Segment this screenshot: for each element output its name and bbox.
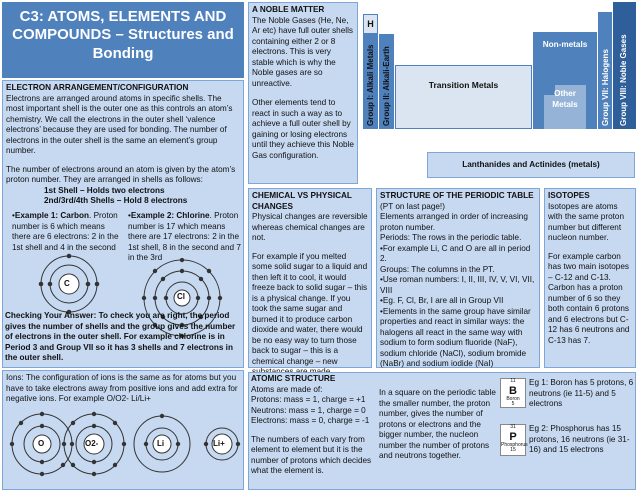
atomic-p2: The numbers of each vary from element to element but it is the number of protons which decides what the element is.	[251, 434, 372, 475]
pt-transition-metals	[395, 65, 532, 129]
example-chlorine: •Example 2: Chlorine. Proton number is 17 which means there are 17 electrons: 2 in the 1st shell, 8 in the second and 7 in the 3rd	[128, 211, 241, 262]
example-carbon-label: Example 1: Carbon	[14, 211, 90, 220]
boron-nucleon-number: 11	[510, 378, 516, 384]
ion-label-o2: O2-	[85, 439, 99, 448]
atomic-structure-col-2	[379, 388, 497, 462]
arrangement-intro: Electrons are arranged around atoms in specific shells. The most important shell is the outer one as this controls an atom’s chemistry. We call the electrons in the outer shell ‘valence electrons’ because they are used for bonding. The number of electrons in the outer shell is the same an element’s group number.	[6, 93, 233, 155]
electron-arrangement-heading: ELECTRON ARRANGEMENT/CONFIGURATION	[6, 83, 189, 92]
checking-answer-text: Checking Your Answer: To check you are right, the period gives the number of shells and the group gives the number of electrons in the outer shell. For example chlorine is in Period 3 and Group VII so it has 3 shells and 7 electrons in the outer shell.	[5, 311, 236, 362]
atomic-structure-heading: ATOMIC STRUCTURE	[251, 374, 336, 383]
arrangement-shells-intro: The number of electrons around an atom is given by the atom’s proton number. They are arranged in shells as follows:	[6, 164, 236, 184]
isotopes-heading: ISOTOPES	[548, 191, 590, 200]
phosphorus-name: Phosphorus	[501, 441, 528, 448]
pt-group-1-label: Group I: Alkali Metals	[366, 44, 375, 126]
boron-proton-number: 5	[511, 401, 515, 408]
isotopes-p1: Isotopes are atoms with the same proton number but different nucleon number.	[548, 201, 625, 242]
ion-label-o: O	[38, 439, 45, 448]
noble-matter-heading: A NOBLE MATTER	[252, 5, 325, 14]
pt-h-label: H	[367, 19, 374, 29]
atomic-intro: Atoms are made of:	[251, 384, 323, 394]
atomic-p3: In a square on the periodic table the smaller number, the proton number, gives the number of protons or electrons and the bigger number, the nucleon number the number of protons and neutrons together.	[379, 388, 496, 460]
periodic-groups: Groups: The columns in the PT.	[380, 264, 495, 274]
ion-label-li: Li	[157, 439, 165, 448]
carbon-atom-label: C	[64, 279, 70, 288]
atomic-neutrons: Neutrons: mass = 1, charge = 0	[251, 405, 366, 415]
example-chlorine-text: . Proton number is 17 which means there are 17 electrons: 2 in the 1st shell, 8 in the second and 7 in the 3rd	[128, 211, 241, 262]
atomic-protons: Protons: mass = 1, charge = +1	[251, 395, 366, 404]
periodic-periods-example: •For example Li, C and O are all in period 2.	[380, 243, 531, 263]
pt-nonmetal-step-3	[586, 85, 597, 129]
phosphorus-symbol: P	[509, 430, 517, 443]
noble-matter-p2: Other elements tend to react in such a way as to achieve a full outer shell by gaining or losing electrons until they achieve this Noble Gas configuration.	[252, 98, 354, 160]
isotopes-p2: For example carbon has two main isotopes – C-12 and C-13. Carbon has a proton number of 6 so they both contain 6 protons and 6 electrons but C-12 has 6 neutrons and C-13 has 7.	[548, 251, 630, 345]
pt-group-8-label: Group VIII: Noble Gases	[619, 34, 628, 126]
chemical-physical-p1: Physical changes are reversible whereas chemical changes are not.	[252, 212, 368, 242]
isotopes-panel	[544, 188, 636, 368]
chemical-physical-panel	[248, 188, 372, 368]
shell-1-rule: 1st Shell – Holds two electrons	[44, 185, 165, 195]
ions-text: Ions: The configuration of ions is the same as for atoms but you have to take electrons away from positive ions and add extra for negative ions. For example O/O2- Li/Li+	[6, 373, 238, 403]
chemical-physical-p2: For example if you melted some solid sugar to a liquid and then left it to cool, it would freeze back to solid sugar – this is a physical change. If you took the same sugar and burned it to produce carbon dioxide and water, there would be no easy way to turn those back to sugar – this is a chemical change – new	[252, 251, 368, 366]
periodic-groups-example-2: •Eg. F, Cl, Br, I are all in Group VII	[380, 296, 504, 305]
pt-group-7-label: Group VII: Halogens	[601, 49, 610, 126]
pt-other-metals-label: Other Metals	[552, 89, 578, 109]
periodic-structure-heading: STRUCTURE OF THE PERIODIC TABLE	[380, 191, 534, 200]
periodic-groups-example-3: •Elements in the same group have similar properties and react in similar ways: the halogens all react in the same way with sodium to form sodium fluoride (NaF), sodium chloride (NaCl), sodium bromide (NaBr) and sodium iodide (NaI)	[380, 306, 531, 368]
pt-group-2-label: Group II: Alkali-Earth	[382, 46, 391, 126]
checking-answer	[5, 311, 243, 364]
boron-name: Boron	[506, 395, 520, 402]
periodic-structure-panel	[376, 188, 540, 368]
example-carbon: •Example 1: Carbon. Proton number is 6 which means there are 6 electrons: 2 in the 1st shell and 4 in the second	[12, 211, 119, 252]
noble-matter-p1: The Noble Gases (He, Ne, Ar etc) have full outer shells containing either 2 or 8 electrons. This is very stable which is why the Noble gases are so unreactive.	[252, 15, 354, 88]
pt-lanthanides-label: Lanthanides and Actinides (metals)	[462, 160, 600, 169]
page-title	[2, 2, 244, 78]
chemical-physical-heading: CHEMICAL VS PHYSICAL CHANGES	[252, 191, 352, 211]
phosphorus-nucleon-number: 31	[510, 424, 516, 430]
noble-matter-panel	[248, 2, 358, 184]
page-title-text: C3: ATOMS, ELEMENTS AND COMPOUNDS – Structures and Bonding	[12, 8, 234, 62]
example-chlorine-label: Example 2: Chlorine	[130, 211, 210, 220]
boron-element-square	[500, 378, 526, 408]
pt-transition-label: Transition Metals	[428, 80, 499, 90]
periodic-structure-heading-suffix: (PT on last page!)	[380, 201, 445, 211]
phosphorus-proton-number: 15	[510, 447, 516, 454]
atomic-electrons: Electrons: mass = 0, charge = -1	[251, 416, 370, 425]
chlorine-atom-label: Cl	[177, 292, 185, 301]
periodic-groups-example-1: •Use roman numbers: I, II, III, IV, V, VI, VII, VIII	[380, 275, 535, 295]
phosphorus-example: Eg 2: Phosphorus has 15 protons, 16 neutrons (ie 31-16) and 15 electrons	[529, 424, 630, 454]
periodic-periods: Periods: The rows in the periodic table.	[380, 233, 522, 242]
pt-nonmetals-label: Non-metals	[542, 40, 588, 49]
example-carbon-text: . Proton number is 6 which means there are 6 electrons: 2 in the 1st shell and 4 in the second	[12, 211, 119, 252]
shell-2-rule: 2nd/3rd/4th Shells – Hold 8 electrons	[44, 196, 188, 205]
periodic-p1: Elements arranged in order of increasing proton number.	[380, 212, 528, 232]
pt-h-cell	[363, 14, 378, 34]
atomic-structure-col-1	[251, 374, 375, 477]
boron-symbol: B	[509, 384, 517, 397]
ion-label-li-plus: Li+	[213, 439, 225, 448]
boron-example: Eg 1: Boron has 5 protons, 6 neutrons (ie 11-5) and 5 electrons	[529, 378, 634, 408]
pt-nonmetal-step-1	[533, 85, 544, 129]
phosphorus-element-square	[500, 424, 526, 456]
